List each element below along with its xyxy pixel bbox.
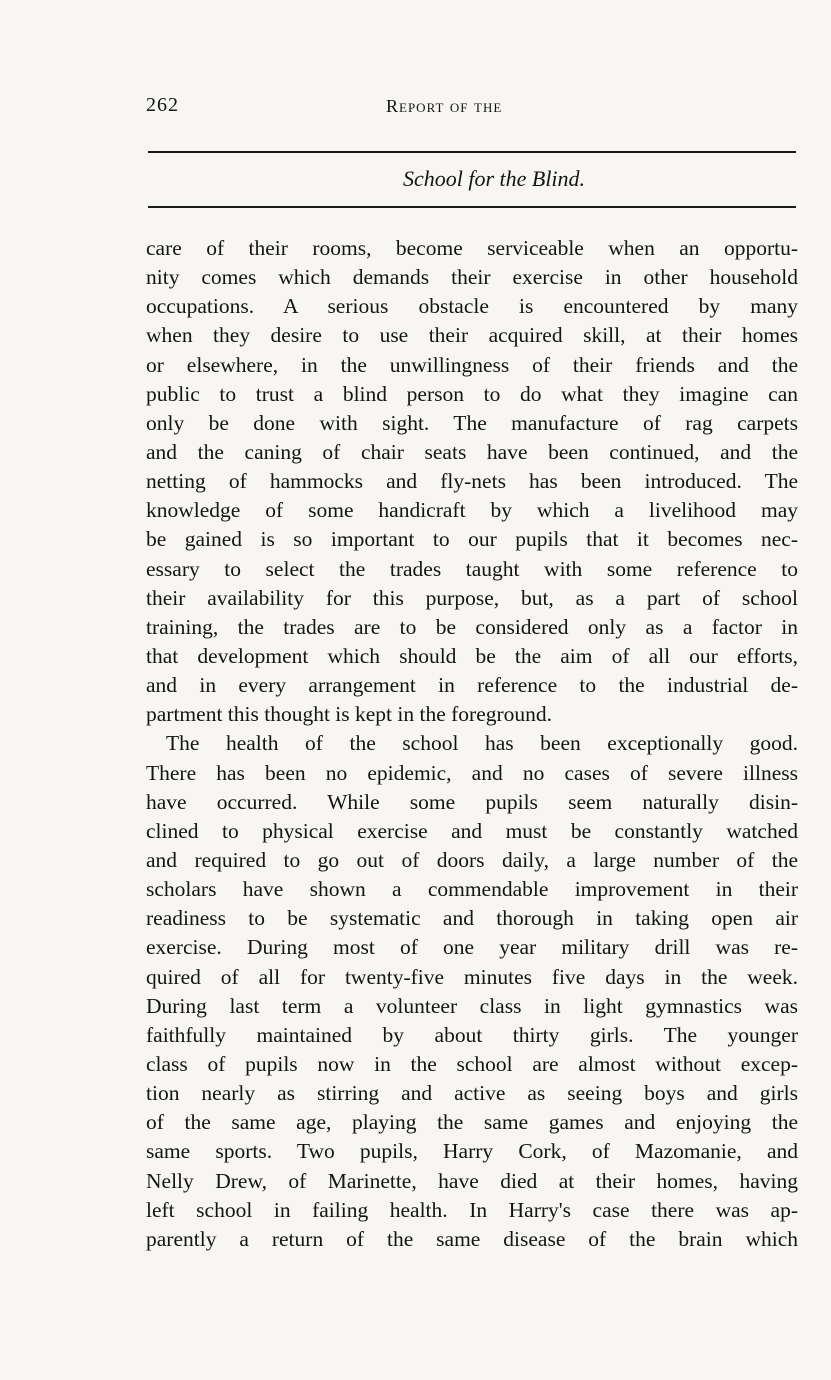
text-line: Nelly Drew, of Marinette, have died at their homes, having [146,1168,798,1193]
text-line: or elsewhere, in the unwillingness of their friends and the [146,352,798,377]
text-line: of the same age, playing the same games and enjoying the [146,1110,798,1135]
text-line: occupations. A serious obstacle is encountered by many [146,294,798,319]
text-line: exercise. During most of one year military drill was re- [146,935,798,960]
text-line: and the caning of chair seats have been continued, and the [146,439,798,464]
header-rule-top [148,151,796,153]
text-line: quired of all for twenty-five minutes five days in the week. [146,964,798,989]
text-line: left school in failing health. In Harry's case there was ap- [146,1197,798,1222]
text-line: training, the trades are to be considered only as a factor in [146,614,798,639]
text-line: essary to select the trades taught with some reference to [146,556,798,581]
text-line: and in every arrangement in reference to the industrial de- [146,673,798,698]
body-text [146,234,798,1254]
text-line: nity comes which demands their exercise in other household [146,265,798,290]
text-line: netting of hammocks and fly-nets has been introduced. The [146,469,798,494]
text-line: readiness to be systematic and thorough in taking open air [146,906,798,931]
header-rule-bottom [148,206,796,208]
text-line: when they desire to use their acquired skill, at their homes [146,323,798,348]
text-line: partment this thought is kept in the foreground. [146,702,553,727]
text-line: clined to physical exercise and must be constantly watched [146,818,798,843]
text-line: only be done with sight. The manufacture of rag carpets [146,410,798,435]
text-line: be gained is so important to our pupils that it becomes nec- [146,527,798,552]
text-line: that development which should be the aim of all our efforts, [146,643,798,668]
text-line: public to trust a blind person to do what they imagine can [146,381,798,406]
text-line: faithfully maintained by about thirty girls. The younger [146,1022,798,1047]
page-number: 262 [146,94,179,116]
text-line: tion nearly as stirring and active as seeing boys and girls [146,1081,798,1106]
paragraph-start-line: The health of the school has been exceptionally good. [166,731,798,756]
section-title: School for the Blind. [402,166,586,191]
text-line: care of their rooms, become serviceable when an opportu- [146,236,798,260]
text-line: same sports. Two pupils, Harry Cork, of Mazomanie, and [146,1139,798,1164]
text-line: knowledge of some handicraft by which a livelihood may [146,498,798,523]
text-line: class of pupils now in the school are almost without excep- [146,1051,798,1076]
running-head: Report of the [386,96,503,116]
text-line: have occurred. While some pupils seem naturally disin- [146,789,798,814]
text-line: There has been no epidemic, and no cases of severe illness [146,760,798,785]
text-line: and required to go out of doors daily, a large number of the [146,847,798,872]
text-line: their availability for this purpose, but, as a part of school [146,585,798,610]
text-line: scholars have shown a commendable improvement in their [146,877,798,902]
text-line: parently a return of the same disease of the brain which [146,1226,798,1251]
text-line: During last term a volunteer class in light gymnastics was [146,993,798,1018]
